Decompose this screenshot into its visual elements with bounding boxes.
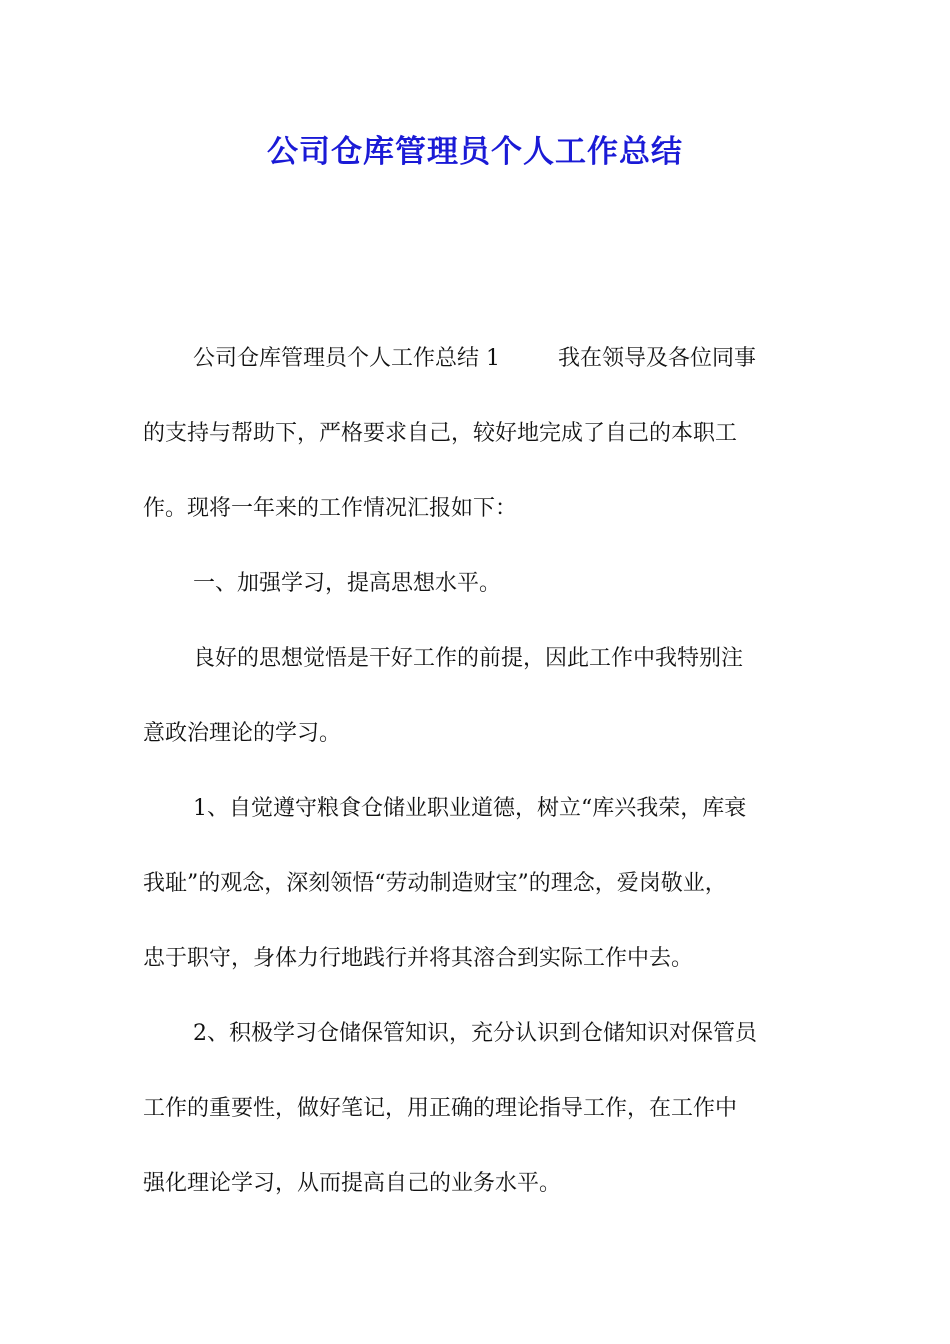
list-item-line: 2、积极学习仓储保管知识，充分认识到仓储知识对保管员 <box>193 1021 757 1046</box>
intro-text: 我在领导及各位同事 <box>558 346 757 371</box>
subheading: 一、加强学习，提高思想水平。 <box>193 571 502 596</box>
paragraph-line: 的支持与帮助下，严格要求自己，较好地完成了自己的本职工 <box>143 421 738 446</box>
paragraph-line <box>193 341 756 377</box>
paragraph-line: 意政治理论的学习。 <box>143 721 342 746</box>
paragraph-line: 良好的思想觉悟是干好工作的前提，因此工作中我特别注 <box>193 646 744 671</box>
list-item-line: 我耻”的观念，深刻领悟“劳动制造财宝”的理念，爱岗敬业， <box>143 871 727 896</box>
list-item-line: 工作的重要性，做好笔记，用正确的理论指导工作，在工作中 <box>143 1096 738 1121</box>
document-title: 公司仓库管理员个人工作总结 <box>267 134 683 170</box>
list-item-line: 1、自觉遵守粮食仓储业职业道德，树立“库兴我荣，库衰 <box>193 796 747 821</box>
section-heading: 公司仓库管理员个人工作总结 1 <box>193 346 500 371</box>
list-item-line: 强化理论学习，从而提高自己的业务水平。 <box>143 1171 562 1196</box>
paragraph-line: 作。现将一年来的工作情况汇报如下： <box>143 496 518 521</box>
list-item-line: 忠于职守，身体力行地践行并将其溶合到实际工作中去。 <box>143 946 694 971</box>
